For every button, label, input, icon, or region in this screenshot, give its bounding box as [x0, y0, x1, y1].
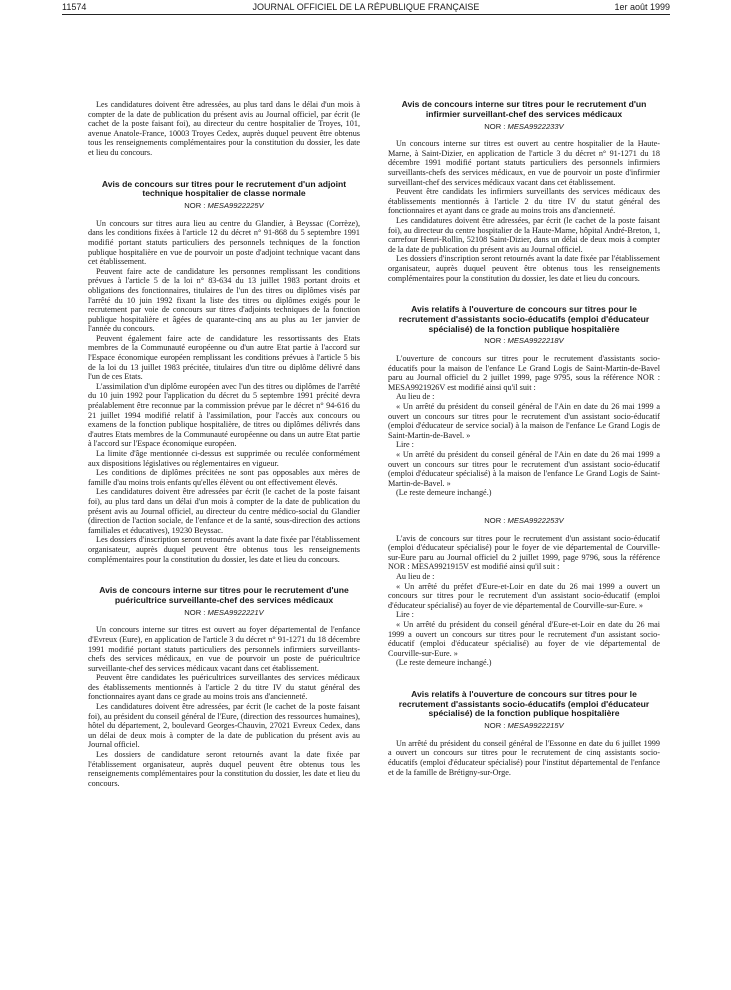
quote: « Un arrêté du président du conseil général de l'Ain en date du 26 mai 1999 a ouvert un concours sur titres pour le recrutement d'un assistant socio-éducatif (emploi d'éducateur de service social) à la maison de l'enfance Le Grand Logis de Saint-Martin-de-Bavel. » [388, 402, 660, 440]
right-column [388, 100, 660, 777]
quote: « Un arrêté du président du conseil général d'Eure-et-Loir en date du 26 mai 1999 a ouvert un concours sur titres pour le recrutement d'un assistant socio-éducatif (emploi d'éducateur spécialisé) au foyer de vie départemental de Courville-sur-Eure. » [388, 619, 660, 658]
nor-reference: NOR : MESA9922225V [184, 201, 264, 211]
issue-date: 1er août 1999 [614, 2, 670, 12]
nor-reference: NOR : MESA9922215V [484, 721, 564, 731]
reste-inchange: (Le reste demeure inchangé.) [396, 488, 492, 498]
paragraph: Un concours sur titres aura lieu au centre du Glandier, à Beyssac (Corrèze), dans les conditions fixées à l'article 12 du décret n° 91-868 du 5 septembre 1991 modifié portant statuts particuliers des personnels techniques de la fonction publique hospitalière en vue de pourvoir un poste d'adjoint technique vacant dans cet établissement. [88, 218, 360, 267]
section-title: Avis relatifs à l'ouverture de concours sur titres pour le recrutement d'assistants socio-éducatifs (emploi d'éducateur spécialisé) de la fonction publique hospitalière [398, 688, 650, 719]
paragraph: Peuvent être candidats les infirmiers surveillants des services médicaux des établissements mentionnés à l'article 2 du titre IV du statut général des fonctionnaires et ayant dans ce grade au moins trois ans d'ancienneté. [388, 187, 660, 216]
reste-inchange: (Le reste demeure inchangé.) [396, 658, 492, 668]
paragraph: Peuvent faire acte de candidature les personnes remplissant les conditions prévues à l'article 5 de la loi n° 83-634 du 13 juillet 1983 portant droits et obligations des fonctionnaires, titulaires de l'un des titres ou diplômes visés par l'arrêté du 10 juin 1992 fixant la liste des titres ou diplômes exigés pour le recrutement par voie de concours sur titres d'adjoints techniques de la fonction publique hospitalière et âgées de quarante-cinq ans au plus au 1er janvier de l'année du concours. [88, 266, 360, 334]
nor-reference: NOR : MESA9922218V [484, 336, 564, 346]
section-title: Avis de concours sur titres pour le recrutement d'un adjoint technique hospitalier de classe normale [101, 178, 347, 199]
section-title: Avis de concours interne sur titres pour le recrutement d'une puéricultrice surveillante-chef des services médicaux [99, 585, 349, 605]
paragraph: L'ouverture de concours sur titres pour le recrutement d'assistants socio-éducatifs pour la maison de l'enfance Le Grand Logis de Saint-Martin-de-Bavel paru au Journal officiel du 2 juillet 1999, page 9795, sous la référence NOR : MESA9921926V est modifié ainsi qu'il suit : [388, 354, 660, 392]
paragraph: Les candidatures doivent être adressées par écrit (le cachet de la poste faisant foi), au plus tard dans un délai d'un mois à compter de la date de publication du présent avis au Journal officiel, au directeur du centre médico-social du Glandier (direction de l'action sociale, de l'enfance et de la santé, sous-direction des actions familiales et éducatives), 19230 Beyssac. [88, 487, 360, 535]
nor-reference: NOR : MESA9922221V [184, 607, 264, 617]
section-title: Avis de concours interne sur titres pour le recrutement d'un infirmier surveillant-chef des services médicaux [401, 99, 647, 119]
quote: « Un arrêté du président du conseil général de l'Ain en date du 26 mai 1999 a ouvert un concours sur titres pour le recrutement d'un assistant socio-éducatif (emploi d'éducateur spécialisé) à la maison de l'enfance Le Grand Logis de Saint-Martin-de-Bavel. » [388, 450, 660, 488]
paragraph: Un arrêté du président du conseil général de l'Essonne en date du 6 juillet 1999 a ouvert un concours sur titres pour le recrutement de cinq assistants socio-éducatifs (emploi d'éducateur spécialisé) pour l'institut départemental de l'enfance et de la famille de Brétigny-sur-Orge. [388, 738, 660, 777]
au-lieu-de: Au lieu de : [396, 571, 435, 581]
paragraph: Peuvent également faire acte de candidature les ressortissants des Etats membres de la Communauté européenne ou d'un autre Etat partie à l'accord sur l'Espace économique européen remplissant les conditions prévues à l'article 5 bis de la loi du 13 juillet 1983 précitée, titulaires d'un titre ou diplôme délivré dans l'un de ces Etats. [88, 333, 360, 382]
paragraph: Les dossiers d'inscription seront retournés avant la date fixée par l'établissement organisateur, auprès duquel peuvent être obtenus tous les renseignements complémentaires pour la constitution du dossier, les date et lieu du concours. [88, 535, 360, 564]
quote: « Un arrêté du préfet d'Eure-et-Loir en date du 26 mai 1999 a ouvert un concours sur titres pour le recrutement d'un assistant socio-éducatif (emploi d'éducateur spécialisé) au foyer de vie départemental de Courville-sur-Eure. » [388, 581, 660, 610]
paragraph: Les candidatures doivent être adressées, par écrit (le cachet de la poste faisant foi), au directeur du centre hospitalier de la Haute-Marne, hôpital André-Breton, 1, carrefour Henri-Rollin, 52108 Saint-Dizier, dans un délai de deux mois à compter de la date de publication du présent avis au Journal officiel. [388, 215, 660, 254]
paragraph: La limite d'âge mentionnée ci-dessus est supprimée ou reculée conformément aux dispositions législatives ou réglementaires en vigueur. [88, 449, 360, 468]
nor-reference: NOR : MESA9922253V [484, 515, 564, 525]
au-lieu-de: Au lieu de : [396, 392, 435, 402]
paragraph: Les conditions de diplômes précitées ne sont pas opposables aux mères de famille d'au moins trois enfants qu'elles élèvent ou ont effectivement élevés. [88, 468, 360, 487]
intro-paragraph: Les candidatures doivent être adressées, au plus tard dans le délai d'un mois à compter de la date de publication du présent avis au Journal officiel, par écrit (le cachet de la poste faisant foi), au directeur du centre hospitalier de Troyes, 101, avenue Anatole-France, 10003 Troyes Cedex, auprès duquel peuvent être obtenus tous les renseignements complémentaires pour la constitution du dossier, les date et lieu du concours. [88, 100, 360, 157]
paragraph: Les dossiers d'inscription seront retournés avant la date fixée par l'établissement organisateur, auprès duquel peuvent être obtenus tous les renseignements complémentaires pour la constitution du dossier, les date et lieu du concours. [388, 254, 660, 283]
journal-title: JOURNAL OFFICIEL DE LA RÉPUBLIQUE FRANÇAISE [252, 2, 480, 12]
lire: Lire : [396, 440, 414, 450]
lire: Lire : [396, 610, 414, 620]
page-number: 11574 [62, 2, 87, 12]
paragraph: Les candidatures doivent être adressées, par écrit (le cachet de la poste faisant foi), au président du conseil général de l'Eure, (direction des ressources humaines), hôtel du département, 2, boulevard Georges-Chauvin, 27021 Evreux Cedex, dans un délai de deux mois à compter de la date de publication du présent avis au Journal officiel. [88, 702, 360, 750]
paragraph: Les dossiers de candidature seront retournés avant la date fixée par l'établissement organisateur, auprès duquel peuvent être obtenus tous les renseignements complémentaires pour la constitution du dossier, les date et lieu du concours. [88, 750, 360, 788]
paragraph: Un concours interne sur titres est ouvert au centre hospitalier de la Haute-Marne, à Saint-Dizier, en application de l'article 3 du décret n° 91-1271 du 18 décembre 1991 modifié portant statuts particuliers des personnels infirmiers surveillants-chefs des services médicaux, en vue de pourvoir un poste d'infirmier surveillant-chef des services médicaux vacant dans cet établissement. [388, 139, 660, 187]
paragraph: L'avis de concours sur titres pour le recrutement d'un assistant socio-éducatif (emploi d'éducateur spécialisé) pour le foyer de vie départemental de Courville-sur-Eure paru au Journal officiel du 2 juillet 1999, page 9796, sous la référence NOR : MESA9921915V est modifié ainsi qu'il suit : [388, 533, 660, 572]
left-column [88, 100, 360, 788]
paragraph: Un concours interne sur titres est ouvert au foyer départemental de l'enfance d'Evreux (Eure), en application de l'article 3 du décret n° 91-1271 du 18 décembre 1991 modifié portant statuts particuliers des personnels infirmiers surveillants-chefs des services médicaux, en vue de pourvoir un poste de puéricultrice surveillante-chef des services médicaux vacant dans cet établissement. [88, 625, 360, 673]
header-rule [62, 14, 670, 15]
nor-reference: NOR : MESA9922233V [484, 121, 564, 131]
paragraph: L'assimilation d'un diplôme européen avec l'un des titres ou diplômes de l'arrêté du 10 juin 1992 pour l'application du décret du 5 septembre 1991 précité devra préalablement être reconnue par la commission prévue par le décret n° 94-616 du 21 juillet 1994 modifié relatif à l'assimilation, pour l'accès aux concours ou examens de la fonction publique hospitalière, de titres ou diplômes délivrés dans d'autres Etats membres de la Communauté européenne ou dans un autre Etat partie à l'accord sur l'Espace économique européen. [88, 381, 360, 449]
page-header [62, 2, 670, 16]
paragraph: Peuvent être candidates les puéricultrices surveillantes des services médicaux des établissements mentionnés à l'article 2 du titre IV du statut général des fonctionnaires ayant dans ce grade au moins trois ans d'ancienneté. [88, 673, 360, 702]
section-title: Avis relatifs à l'ouverture de concours sur titres pour le recrutement d'assistants socio-éducatifs (emploi d'éducateur spécialisé) de la fonction publique hospitalière [398, 304, 650, 334]
